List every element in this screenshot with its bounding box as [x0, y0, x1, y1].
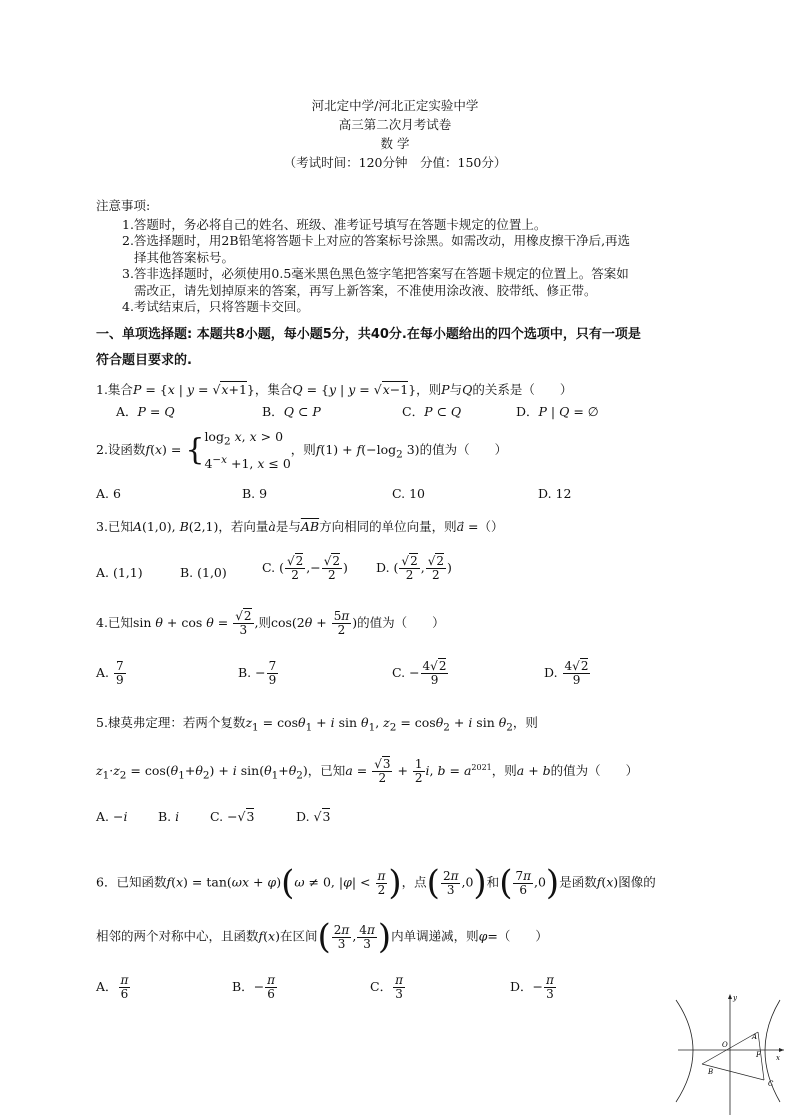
hyperbola-figure: [672, 990, 790, 1119]
notes-title: 注意事项:: [96, 198, 151, 213]
option-c[interactable]: C. ( $\frac{√2}{2}$ ,− $\frac{√2}{2}$ ): [262, 554, 348, 582]
option-b[interactable]: B．Q ⊂ P: [262, 404, 321, 419]
question-3: 3.已知A(1,0), B(2,1)，若向量a是与$\overline{AB}$方向相同的单位向量，则a⃗ =（）: [96, 519, 504, 534]
x-axis-arrow: [779, 1048, 784, 1052]
option-b[interactable]: B. 9: [242, 486, 268, 501]
question-6-line-2: 相邻的两个对称中心，且函数f(x)在区间( $\frac{2\pi}{3}$ , $\frac{4\pi}{3}$ )内单调递减，则φ=（ ）: [96, 917, 548, 957]
option-b[interactable]: B. (1,0): [180, 565, 227, 580]
y-axis-arrow: [728, 994, 732, 999]
label-f: F: [756, 1051, 761, 1059]
question-2: 2.设函数f(x) = { $\log_2 x$, x > 0 $4^{-x} +1$, x ≤ 0 ，则$f(1) + f(-\log_2$ 3)的值为（ ）: [96, 429, 508, 471]
option-a[interactable]: A. −i: [96, 809, 128, 824]
option-d[interactable]: D. 12: [538, 486, 572, 501]
notes: [96, 198, 706, 316]
note-item: 2.答选择题时，用2B铅笔将答题卡上对应的答案标号涂黑。如需改动，用橡皮擦干净后,再选 择其他答案标号。: [122, 233, 631, 265]
option-c[interactable]: C. −√3: [210, 809, 255, 824]
note-item: 3.答非选择题时，必须使用0.5毫米黑色黑色签字笔把答案写在答题卡规定的位置上。答案如 需改正，请先划掉原来的答案，再写上新答案，不准使用涂改液、胶带纸、修正带。: [122, 266, 629, 298]
option-d[interactable]: D. ( $\frac{√2}{2}$ , $\frac{√2}{2}$ ): [376, 554, 452, 582]
exam-header: [0, 96, 790, 172]
time-score: （考试时间：120分钟 分值：150分）: [283, 155, 507, 170]
option-d[interactable]: D. $\frac{4√2}{9}$: [544, 659, 589, 687]
label-c: C: [768, 1080, 774, 1088]
option-b[interactable]: B. i: [158, 809, 180, 824]
left-branch: [676, 1000, 693, 1102]
option-c[interactable]: C. 10: [392, 486, 425, 501]
option-a[interactable]: A. (1,1): [96, 565, 143, 580]
option-a[interactable]: A. 6: [96, 486, 121, 501]
subject-title: 数 学: [380, 136, 410, 151]
question-6-line-1: 6．已知函数f(x) = tan(ωx + φ)(ω ≠ 0, |φ| < $\frac{\pi}{2}$ )，点( $\frac{2\pi}{3}$ ,0)和( $\frac{7\pi}{6}$ ,0)是函数f(x)图像的: [96, 863, 656, 903]
option-a[interactable]: A． $\frac{\pi}{6}$: [96, 973, 129, 1001]
option-d[interactable]: D．− $\frac{\pi}{3}$: [510, 973, 554, 1001]
note-item: 4.考试结束后，只将答题卡交回。: [122, 299, 309, 314]
option-c[interactable]: C． $\frac{\pi}{3}$: [370, 973, 403, 1001]
label-o: O: [722, 1041, 728, 1049]
option-a[interactable]: A. $\frac{7}{9}$: [96, 659, 124, 687]
label-b: B: [708, 1068, 714, 1076]
note-item: 1.答题时，务必将自己的姓名、班级、准考证号填写在答题卡规定的位置上。: [122, 216, 547, 232]
option-b[interactable]: B. − $\frac{7}{9}$: [238, 659, 277, 687]
question-5-line-1: 5.棣莫弗定理：若两个复数$z_1 = \cos\theta_1 + i$ $\sin \theta_1$, $z_2 = \cos\theta_2 + i$ $\sin \theta_2$，则: [96, 715, 538, 734]
option-c[interactable]: C．P ⊂ Q: [402, 404, 462, 419]
label-x: x: [776, 1054, 780, 1062]
question-1: 1.集合P = {x | y = √x+1}，集合Q = {y | y = √x−1}，则P与Q的关系是（ ）: [96, 382, 573, 397]
option-d[interactable]: D．P | Q = ∅: [516, 404, 599, 419]
option-d[interactable]: D. √3: [296, 809, 331, 824]
question-4: 4.已知sin θ + cos θ = $\frac{√2}{3}$ ,则cos(2θ + $\frac{5\pi}{2}$ )的值为（ ）: [96, 609, 445, 637]
label-y: y: [733, 994, 737, 1002]
option-b[interactable]: B．− $\frac{\pi}{6}$: [232, 973, 276, 1001]
option-a[interactable]: A．P = Q: [116, 404, 175, 419]
option-c[interactable]: C. − $\frac{4√2}{9}$: [392, 659, 447, 687]
question-5-line-2: $z_1\cdot z_2 = \cos(\theta_1+\theta_2) + i$ $\sin(\theta_1+\theta_2)$，已知a = $\frac{√3}{2}$ + $\frac{1}{2}$ i, $b = a^{2021}$，则a + b的值为（ ）: [96, 757, 639, 785]
exam-title: 高三第二次月考试卷: [338, 117, 452, 132]
school-name: 河北定中学/河北正定实验中学: [311, 98, 479, 113]
section-heading: 一、单项选择题: 本题共8小题，每小题5分，共40分.在每小题给出的四个选项中，只有一项是 符合题目要求的.: [96, 327, 641, 368]
label-a: A: [752, 1033, 758, 1041]
